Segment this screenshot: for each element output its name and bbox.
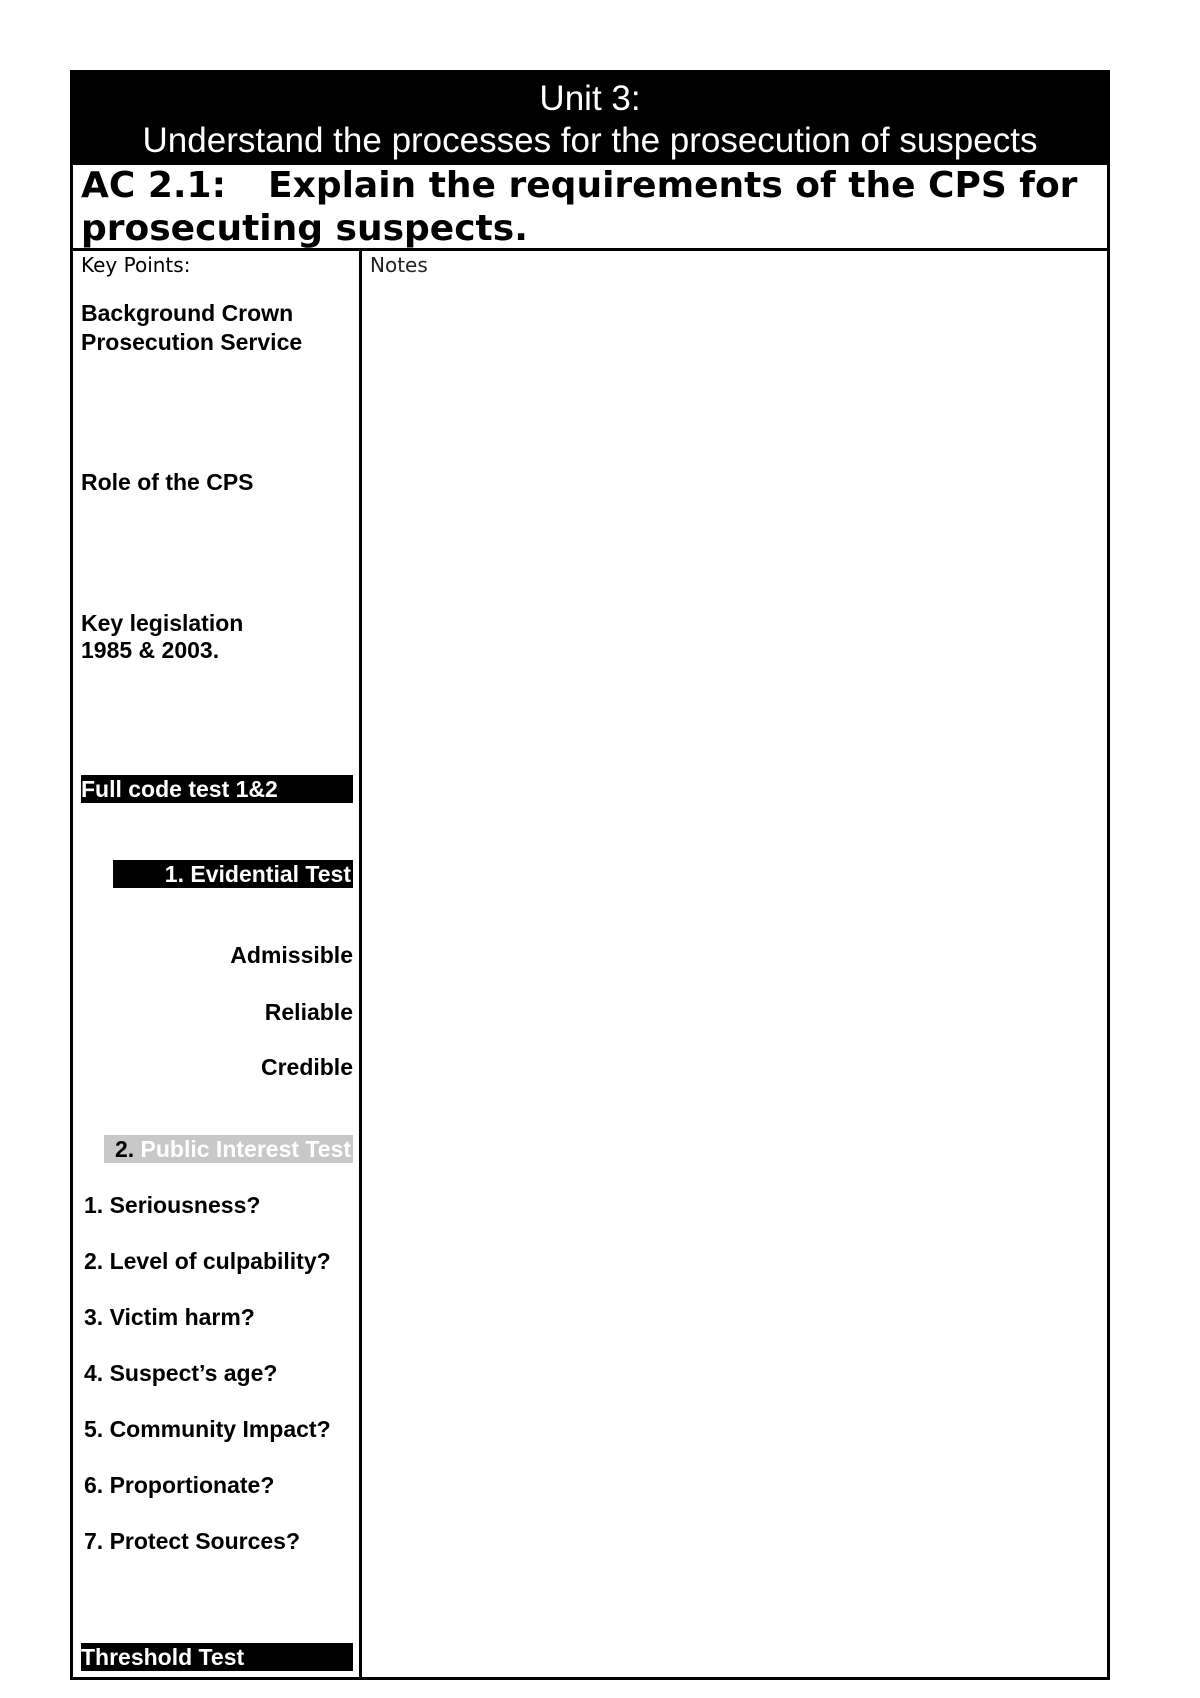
full-code-test-band: Full code test 1&2 bbox=[81, 775, 353, 803]
question-item: 6. Proportionate? bbox=[84, 1472, 275, 1498]
criterion-text-1: Explain the requirements of the CPS for bbox=[268, 165, 1078, 206]
criterion-text-2: prosecuting suspects. bbox=[81, 208, 528, 249]
key-point-background-2: Prosecution Service bbox=[81, 329, 303, 355]
criterion-admissible: Admissible bbox=[230, 942, 353, 968]
criterion-line-1 bbox=[81, 165, 1077, 206]
public-interest-number: 2. bbox=[114, 1136, 135, 1162]
question-item: 7. Protect Sources? bbox=[84, 1528, 301, 1554]
unit-title: Understand the processes for the prosecution of suspects bbox=[142, 121, 1038, 160]
key-point-legislation-2: 1985 & 2003. bbox=[81, 637, 220, 663]
public-interest-label: Public Interest Test bbox=[140, 1136, 351, 1162]
key-points-header: Key Points: bbox=[81, 253, 191, 277]
unit-number: Unit 3: bbox=[539, 79, 641, 118]
worksheet-frame bbox=[70, 70, 1110, 1680]
question-item: 3. Victim harm? bbox=[84, 1304, 255, 1330]
criterion-reliable: Reliable bbox=[264, 999, 353, 1025]
question-item: 1. Seriousness? bbox=[84, 1192, 261, 1218]
threshold-test-band: Threshold Test bbox=[81, 1643, 353, 1671]
key-point-background-1: Background Crown bbox=[81, 300, 294, 326]
question-item: 4. Suspect’s age? bbox=[84, 1360, 278, 1386]
unit-header bbox=[73, 73, 1107, 165]
key-point-role: Role of the CPS bbox=[81, 469, 254, 495]
question-item: 2. Level of culpability? bbox=[84, 1248, 331, 1274]
evidential-test-band: 1. Evidential Test bbox=[113, 860, 353, 888]
assessment-criterion bbox=[73, 165, 1107, 251]
column-divider bbox=[359, 251, 362, 1677]
criterion-code: AC 2.1: bbox=[81, 165, 226, 206]
public-interest-test-band bbox=[104, 1135, 353, 1163]
key-point-legislation-1: Key legislation bbox=[81, 610, 244, 636]
criterion-credible: Credible bbox=[260, 1054, 353, 1080]
notes-header: Notes bbox=[370, 253, 428, 277]
question-item: 5. Community Impact? bbox=[84, 1416, 331, 1442]
